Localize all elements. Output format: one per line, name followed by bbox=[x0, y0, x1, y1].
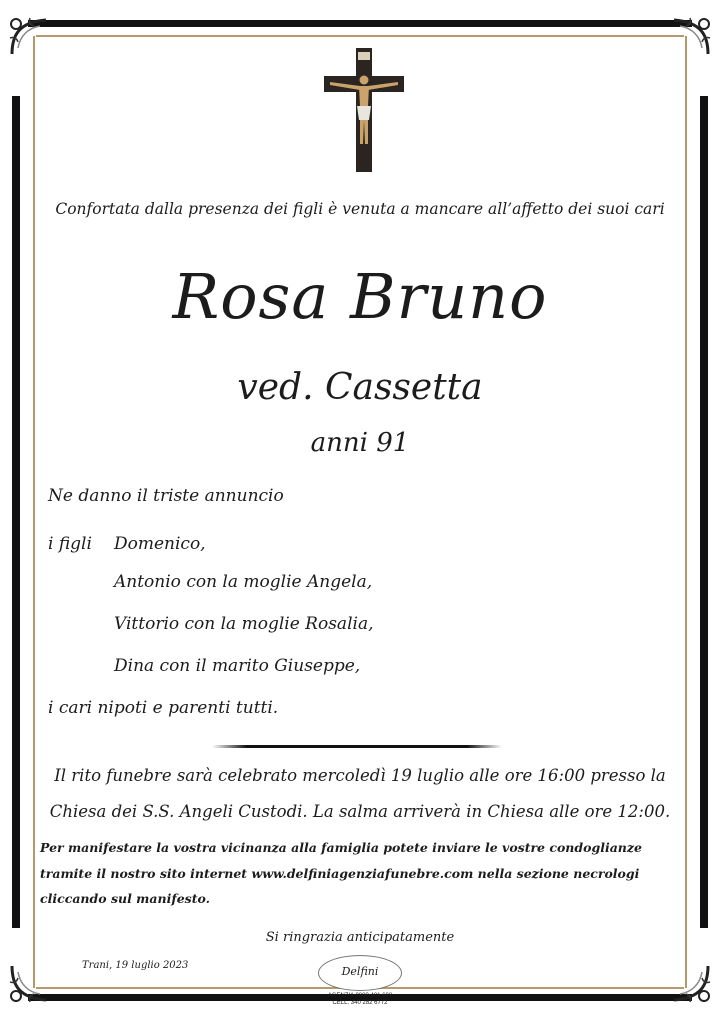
widow-of: ved. Cassetta bbox=[237, 367, 483, 408]
condolences-line: cliccando sul manifesto. bbox=[40, 891, 210, 906]
rite-line: Chiesa dei S.S. Angeli Custodi. La salma arriverà in Chiesa alle ore 12:00. bbox=[49, 802, 671, 821]
intro-text: Confortata dalla presenza dei figli è venuta a mancare all’affetto dei suoi cari bbox=[55, 200, 665, 218]
announcement-line: Ne danno il triste annuncio bbox=[48, 486, 284, 506]
corner-ornament-icon bbox=[666, 958, 714, 1006]
crucifix-icon bbox=[322, 48, 406, 172]
corner-ornament-icon bbox=[666, 14, 714, 62]
logo-text: Delfini bbox=[341, 965, 379, 978]
agency-office-phone: AGENZIA 0883 481 608 bbox=[327, 993, 393, 999]
announcement-line: Domenico, bbox=[114, 534, 206, 554]
divider bbox=[212, 745, 502, 748]
thanks-text: Si ringrazia anticipatamente bbox=[265, 930, 455, 945]
condolences-line: tramite il nostro sito internet www.delfiniagenziafunebre.com nella sezione necrologi bbox=[40, 866, 640, 881]
announcement-line: Vittorio con la moglie Rosalia, bbox=[114, 614, 374, 634]
agency-phones bbox=[318, 993, 402, 1007]
age: anni 91 bbox=[310, 428, 410, 458]
corner-ornament-icon bbox=[6, 14, 54, 62]
place-date: Trani, 19 luglio 2023 bbox=[82, 960, 189, 971]
announcement-line: i cari nipoti e parenti tutti. bbox=[48, 698, 279, 718]
condolences-line: Per manifestare la vostra vicinanza alla famiglia potete inviare le vostre condoglianze bbox=[40, 840, 642, 855]
gold-border-top bbox=[36, 35, 684, 37]
agency-mobile-phone: CELL. 340 282 6772 bbox=[332, 1000, 388, 1006]
corner-ornament-icon bbox=[6, 958, 54, 1006]
agency-logo bbox=[318, 955, 402, 1007]
announcement-children-label: i figli bbox=[48, 534, 92, 554]
rite-line: Il rito funebre sarà celebrato mercoledì 19 luglio alle ore 16:00 presso la bbox=[54, 766, 666, 785]
announcement-line: Antonio con la moglie Angela, bbox=[114, 572, 373, 592]
announcement-line: Dina con il marito Giuseppe, bbox=[114, 656, 361, 676]
gold-border-left bbox=[33, 36, 35, 988]
frame-top-bar bbox=[28, 20, 692, 27]
deceased-name: Rosa Bruno bbox=[172, 260, 548, 333]
